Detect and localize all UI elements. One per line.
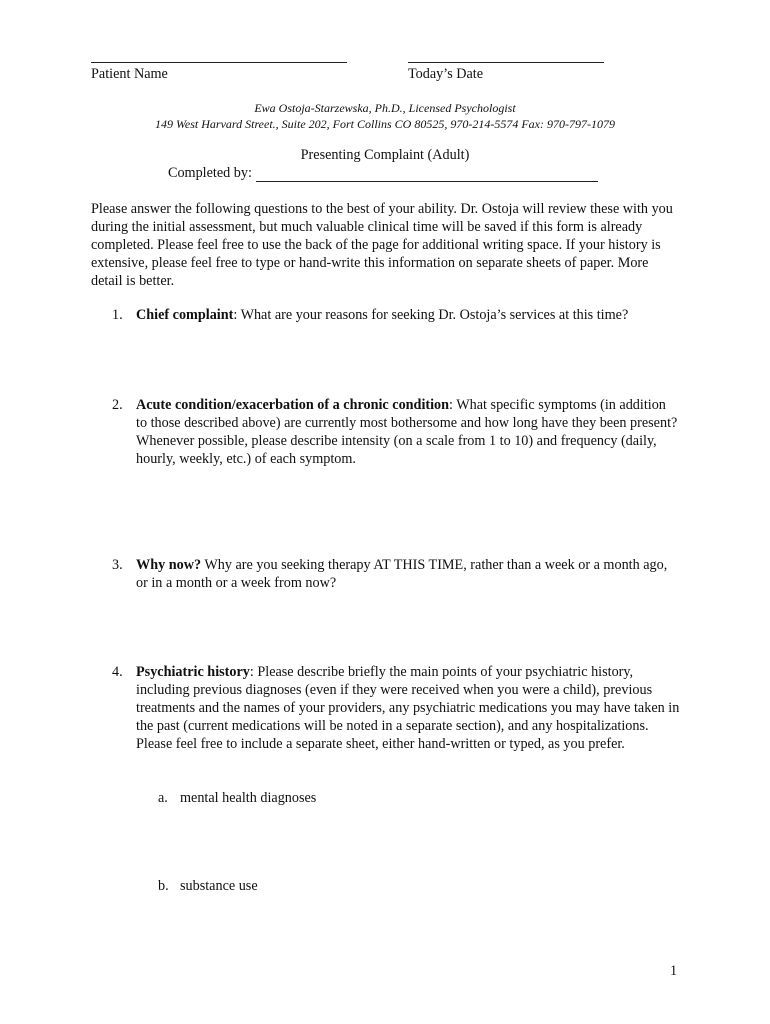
sub-item-letter: a. bbox=[158, 790, 168, 806]
sub-item-b bbox=[158, 877, 258, 895]
todays-date-line[interactable] bbox=[408, 62, 604, 63]
question-1 bbox=[112, 306, 680, 324]
question-heading: Acute condition/exacerbation of a chronic condition bbox=[136, 397, 450, 413]
question-text bbox=[136, 396, 680, 468]
question-heading: Chief complaint bbox=[136, 307, 234, 323]
question-text bbox=[136, 306, 680, 324]
sub-item-letter: b. bbox=[158, 878, 169, 894]
sub-item-a bbox=[158, 789, 316, 807]
provider-address: 149 West Harvard Street., Suite 202, Fort Collins CO 80525, 970-214-5574 Fax: 970-797-1079 bbox=[155, 117, 615, 131]
question-4 bbox=[112, 663, 680, 753]
question-number: 2. bbox=[112, 397, 123, 413]
question-body: : What specific symptoms (in addition to those described above) are currently most bothersome and how long have they been present? Whenever possible, please describe intensity (on a scale from 1 to 10) and frequency (daily, hourly, weekly, etc.) of each symptom. bbox=[136, 397, 678, 467]
question-number: 1. bbox=[112, 307, 123, 323]
question-text bbox=[136, 663, 680, 753]
completed-by-row bbox=[168, 164, 598, 182]
question-body: : Please describe briefly the main points of your psychiatric history, including previous diagnoses (even if they were received when you were a child), previous treatments and the names of your providers, any psychiatric medications you may have taken in the past (current medications will be noted in a separate section), and any hospitalizations. Please feel free to include a separate sheet, either hand-written or typed, as you prefer. bbox=[136, 664, 680, 752]
intro-paragraph: Please answer the following questions to the best of your ability. Dr. Ostoja will review these with you during the initial assessment, but much valuable clinical time will be saved if this form is already completed. Please feel free to use the back of the page for additional writing space. If your history is extensive, please feel free to type or hand-write this information on separate sheets of paper. More detail is better. bbox=[91, 201, 673, 289]
provider-name: Ewa Ostoja-Starzewska, Ph.D., Licensed Psychologist bbox=[254, 101, 516, 115]
question-heading: Psychiatric history bbox=[136, 664, 250, 680]
question-3 bbox=[112, 556, 680, 592]
completed-by-label: Completed by: bbox=[168, 165, 252, 181]
question-number: 3. bbox=[112, 557, 123, 573]
question-text bbox=[136, 556, 680, 592]
sub-item-text: mental health diagnoses bbox=[180, 790, 317, 806]
patient-name-line[interactable] bbox=[91, 62, 347, 63]
page-number: 1 bbox=[670, 963, 678, 979]
question-number: 4. bbox=[112, 664, 123, 680]
question-heading: Why now? bbox=[136, 557, 202, 573]
patient-name-label: Patient Name bbox=[91, 66, 168, 82]
question-body: Why are you seeking therapy AT THIS TIME, rather than a week or a month ago, or in a month or a week from now? bbox=[136, 557, 668, 591]
question-2 bbox=[112, 396, 680, 468]
form-title: Presenting Complaint (Adult) bbox=[300, 147, 470, 163]
completed-by-line[interactable] bbox=[256, 167, 598, 182]
sub-item-text: substance use bbox=[180, 878, 258, 894]
todays-date-label: Today’s Date bbox=[408, 66, 484, 82]
question-body: : What are your reasons for seeking Dr. Ostoja’s services at this time? bbox=[233, 307, 629, 323]
